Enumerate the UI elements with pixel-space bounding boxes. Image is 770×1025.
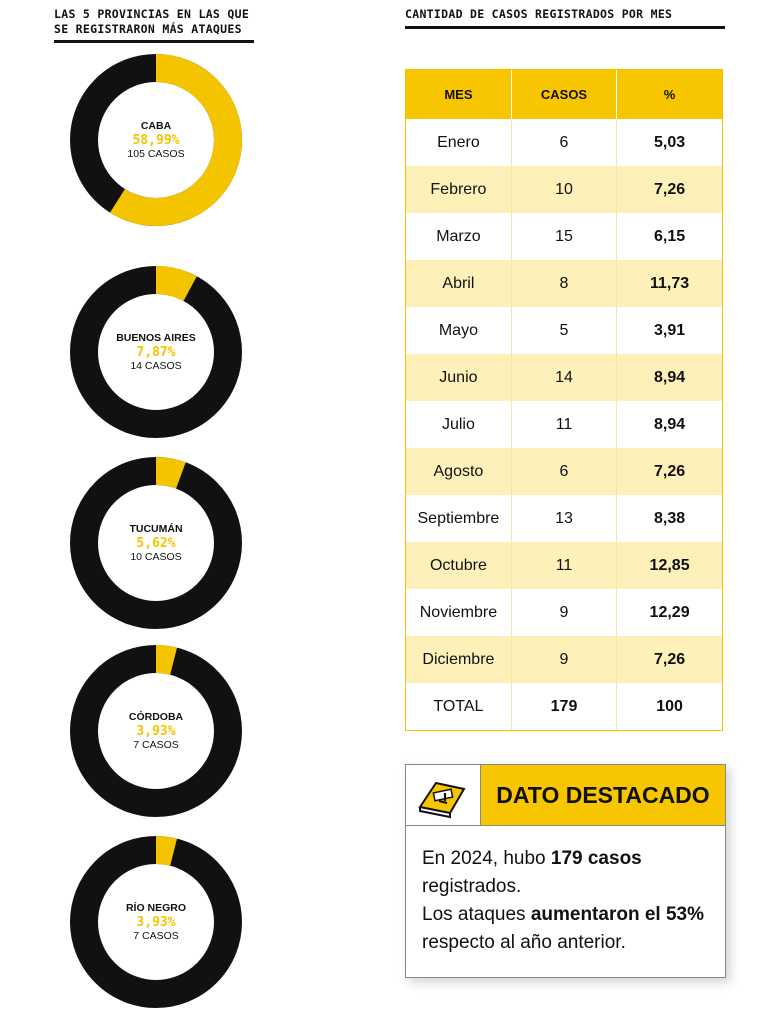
donut-percent-label: 58,99% xyxy=(132,132,180,148)
dato-line2-pre: Los ataques xyxy=(422,904,531,925)
donut-province-name: CABA xyxy=(140,119,172,132)
month-cell: Agosto xyxy=(406,448,511,495)
month-cell: Mayo xyxy=(406,307,511,354)
month-cell: Enero xyxy=(406,119,511,166)
monthly-cases-table-wrap xyxy=(405,69,723,731)
cases-cell: 6 xyxy=(511,119,616,166)
cases-cell: 15 xyxy=(511,213,616,260)
percent-cell: 7,26 xyxy=(617,448,722,495)
month-cell: Julio xyxy=(406,401,511,448)
month-cell: Septiembre xyxy=(406,495,511,542)
table-row xyxy=(406,589,722,636)
total-label-cell: TOTAL xyxy=(406,683,511,730)
donut-percent-label: 5,62% xyxy=(136,535,176,551)
column-header-percent: % xyxy=(617,70,722,119)
donut-chart xyxy=(66,50,246,230)
percent-cell: 12,85 xyxy=(617,542,722,589)
cases-cell: 5 xyxy=(511,307,616,354)
dato-icon-cell xyxy=(406,765,481,825)
provinces-title: LAS 5 PROVINCIAS EN LAS QUE SE REGISTRARON MÁS ATAQUES xyxy=(54,7,254,43)
dato-line2-bold: aumentaron el 53% xyxy=(530,904,704,925)
cases-cell: 9 xyxy=(511,589,616,636)
column-header-cases: CASOS xyxy=(511,70,616,119)
table-total-row xyxy=(406,683,722,730)
monthly-cases-table xyxy=(406,70,722,730)
cases-cell: 13 xyxy=(511,495,616,542)
percent-cell: 8,94 xyxy=(617,401,722,448)
percent-cell: 6,15 xyxy=(617,213,722,260)
cases-cell: 8 xyxy=(511,260,616,307)
column-header-month: MES xyxy=(406,70,511,119)
donut-label xyxy=(66,832,246,1012)
table-row xyxy=(406,542,722,589)
percent-cell: 8,94 xyxy=(617,354,722,401)
donut-province-name: BUENOS AIRES xyxy=(116,331,196,344)
donut-cases-label: 10 CASOS xyxy=(130,550,182,563)
cases-cell: 10 xyxy=(511,166,616,213)
table-row xyxy=(406,213,722,260)
month-cell: Noviembre xyxy=(406,589,511,636)
month-cell: Junio xyxy=(406,354,511,401)
dato-line1-pre: En 2024, hubo xyxy=(422,848,551,869)
cases-cell: 6 xyxy=(511,448,616,495)
table-row xyxy=(406,119,722,166)
dato-body xyxy=(422,845,718,957)
donut-label xyxy=(66,262,246,442)
dato-line1-post: registrados. xyxy=(422,876,522,897)
table-row xyxy=(406,448,722,495)
month-cell: Abril xyxy=(406,260,511,307)
donut-province-name: CÓRDOBA xyxy=(128,710,184,723)
donut-chart xyxy=(66,832,246,1012)
dato-title: DATO DESTACADO xyxy=(481,765,725,825)
donut-chart xyxy=(66,453,246,633)
cases-cell: 14 xyxy=(511,354,616,401)
percent-cell: 5,03 xyxy=(617,119,722,166)
month-cell: Febrero xyxy=(406,166,511,213)
table-row xyxy=(406,401,722,448)
dato-header xyxy=(406,765,725,826)
donut-chart xyxy=(66,262,246,442)
donut-percent-label: 3,93% xyxy=(136,723,176,739)
total-percent-cell: 100 xyxy=(617,683,722,730)
table-row xyxy=(406,354,722,401)
dato-line2-post: respecto al año anterior. xyxy=(422,932,626,953)
percent-cell: 3,91 xyxy=(617,307,722,354)
donut-province-name: RÍO NEGRO xyxy=(125,901,187,914)
donut-percent-label: 7,87% xyxy=(136,344,176,360)
donut-chart xyxy=(66,641,246,821)
percent-cell: 7,26 xyxy=(617,166,722,213)
donut-cases-label: 7 CASOS xyxy=(133,929,179,942)
percent-cell: 7,26 xyxy=(617,636,722,683)
cases-cell: 11 xyxy=(511,542,616,589)
table-header-row xyxy=(406,70,722,119)
month-cell: Octubre xyxy=(406,542,511,589)
dato-line1-bold: 179 casos xyxy=(550,848,642,869)
percent-cell: 12,29 xyxy=(617,589,722,636)
donut-label xyxy=(66,641,246,821)
donut-cases-label: 14 CASOS xyxy=(130,359,182,372)
donut-label xyxy=(66,453,246,633)
dato-destacado-box xyxy=(405,764,726,978)
donut-label xyxy=(66,50,246,230)
donut-province-name: TUCUMÁN xyxy=(129,522,183,535)
donut-cases-label: 105 CASOS xyxy=(127,147,185,160)
table-row xyxy=(406,636,722,683)
percent-cell: 8,38 xyxy=(617,495,722,542)
total-cases-cell: 179 xyxy=(511,683,616,730)
cases-cell: 9 xyxy=(511,636,616,683)
percent-cell: 11,73 xyxy=(617,260,722,307)
donut-percent-label: 3,93% xyxy=(136,914,176,930)
table-row xyxy=(406,307,722,354)
table-row xyxy=(406,260,722,307)
month-cell: Diciembre xyxy=(406,636,511,683)
table-row xyxy=(406,495,722,542)
table-row xyxy=(406,166,722,213)
megaphone-icon xyxy=(406,765,480,825)
monthly-table-title: CANTIDAD DE CASOS REGISTRADOS POR MES xyxy=(405,7,725,29)
donut-cases-label: 7 CASOS xyxy=(133,738,179,751)
month-cell: Marzo xyxy=(406,213,511,260)
cases-cell: 11 xyxy=(511,401,616,448)
